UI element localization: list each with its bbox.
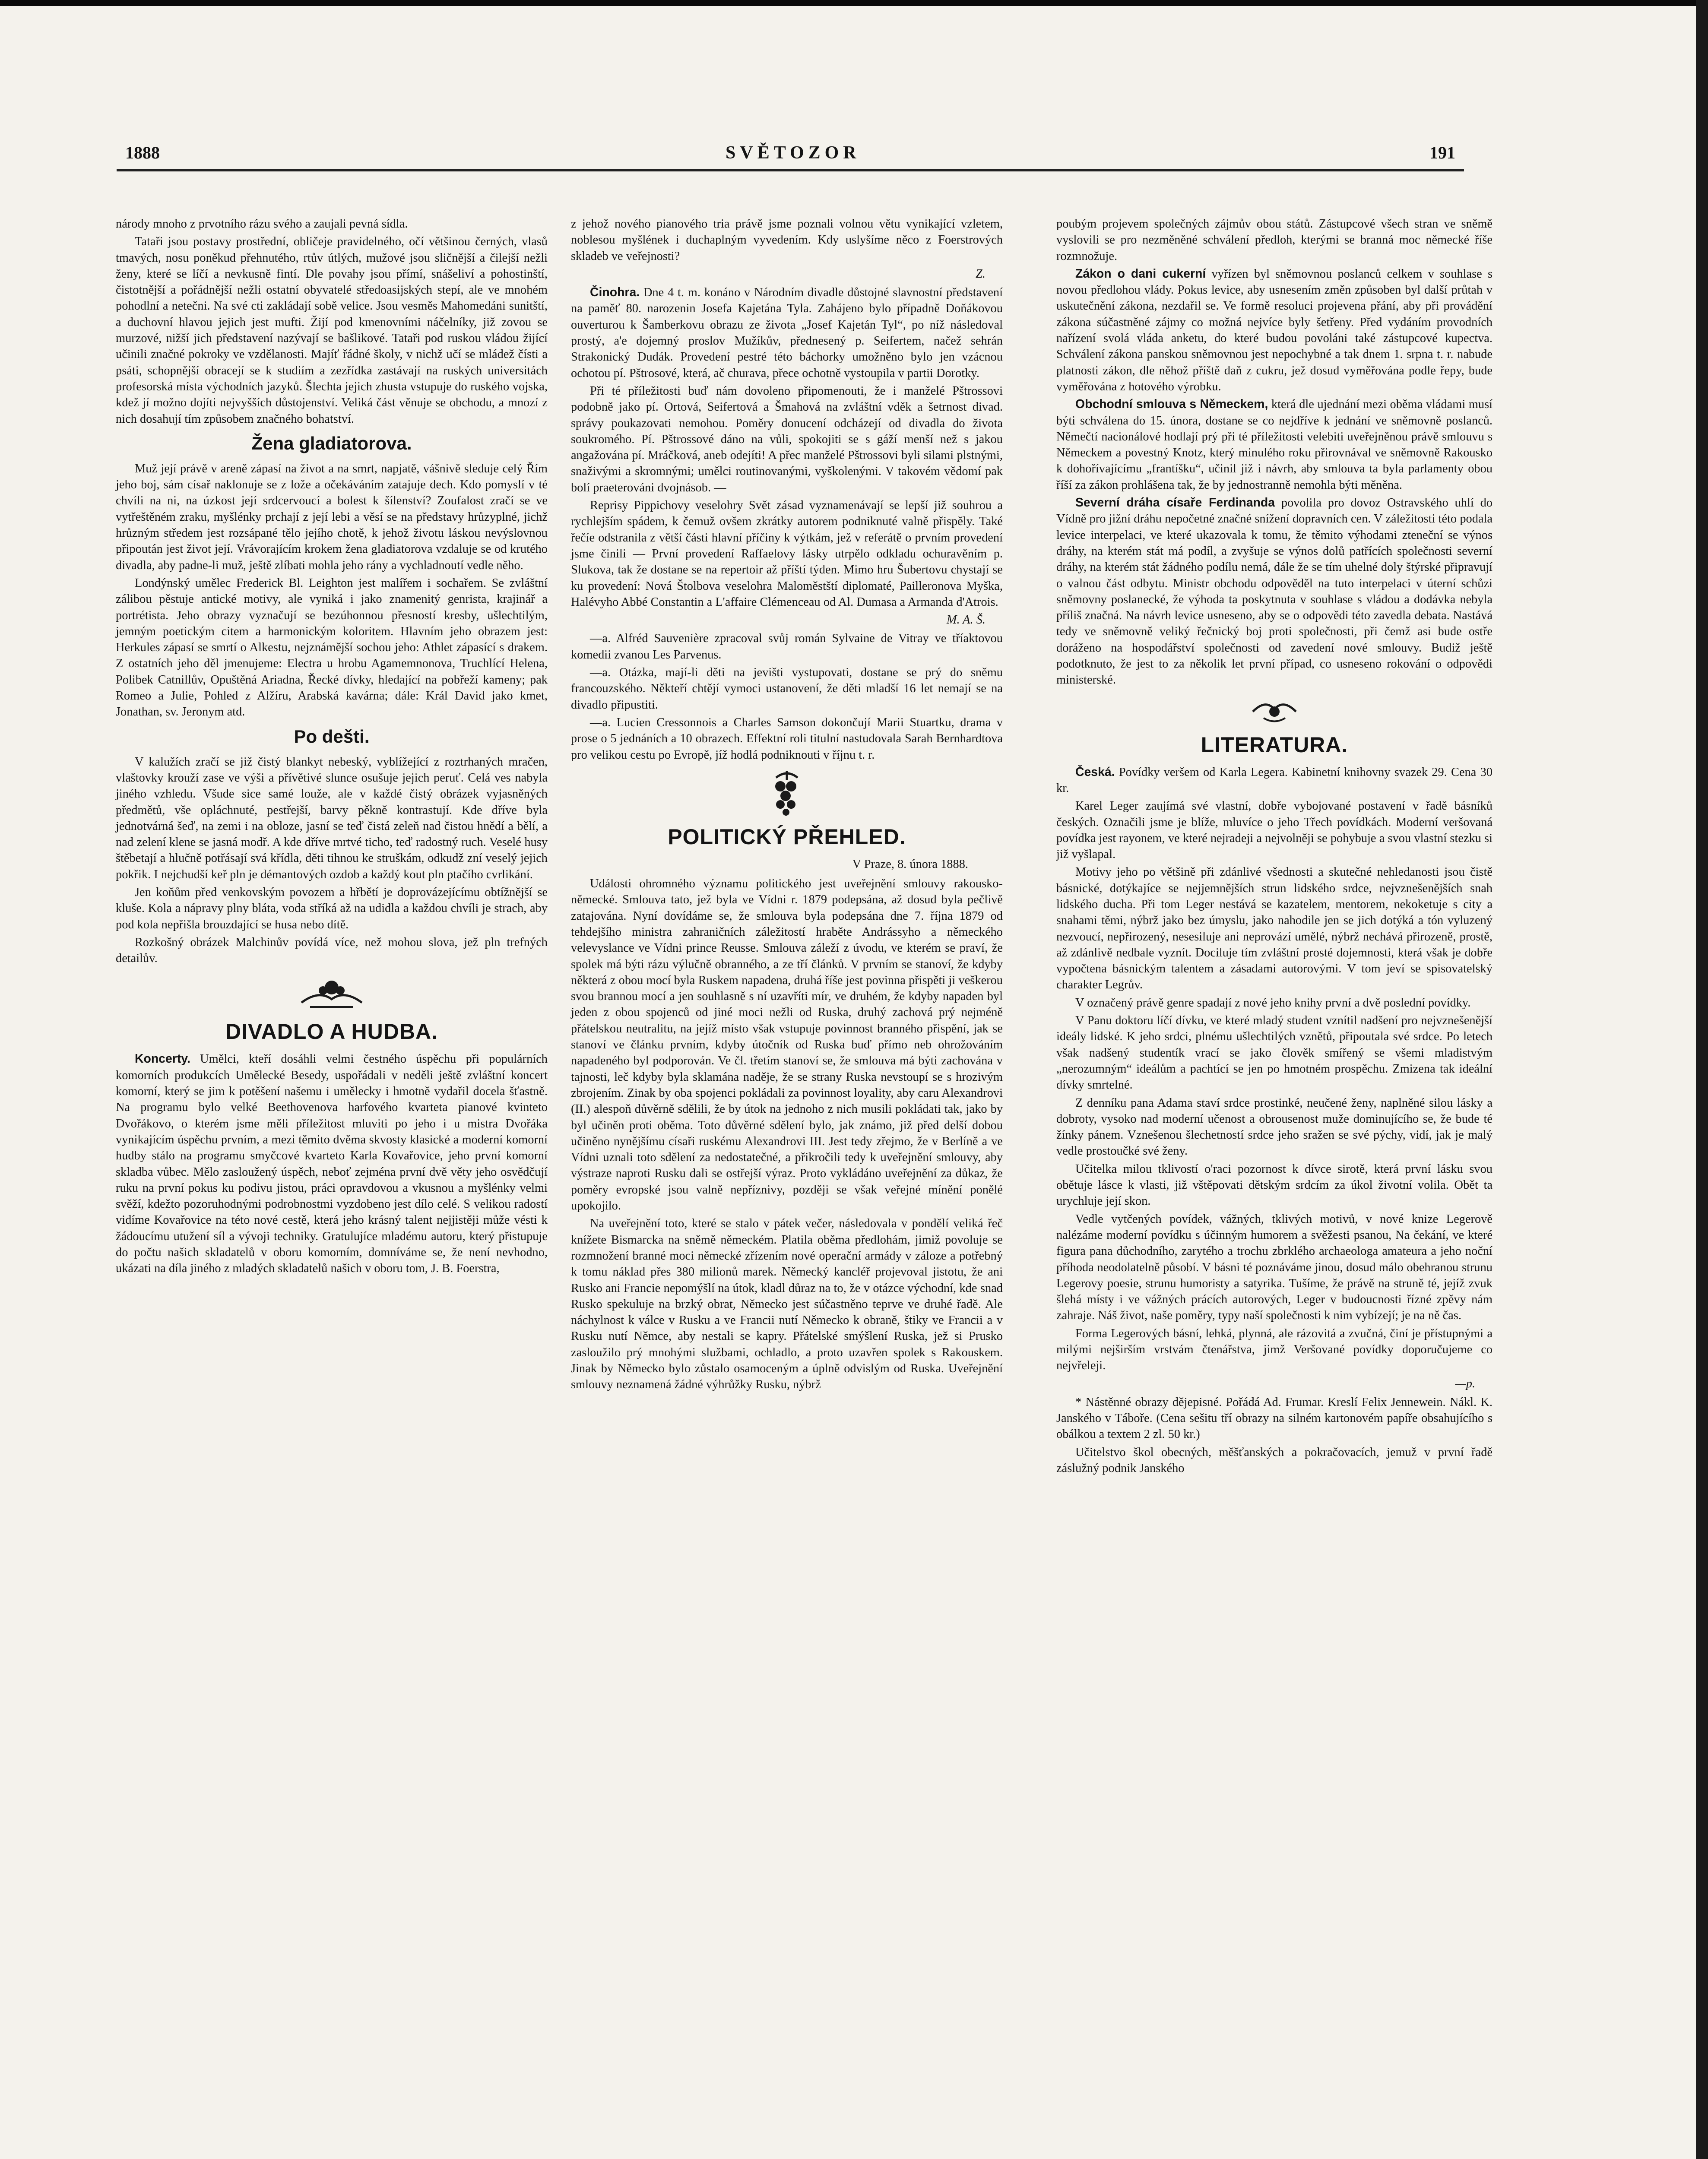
paragraph: Při té příležitosti buď nám dovoleno připomenouti, že i manželé Pštrossovi podobně jako pí. Ortová, Seifertová a Šmahová na zvláštní vděk a šetrnost divad. správy poukazovati nemohou. Poměry donucení odcházejí od divadla do života soukromého. Pí. Pštrossové dáno na vůli, spokojiti se s gáží menší než s jakou angažována pí. Mráčková, aneb odejíti! A přec manželé Pštrossovi byli silami plstnými, snaživými a skromnými; umělci routinovanými, vyškolenými. V takovém vědomí pak bolí praeterováni dvojnásob. — — [571, 384, 1003, 494]
paragraph-lead: Koncerty. — [135, 1052, 190, 1066]
paragraph: Události ohromného významu politického jest uveřejnění smlouvy rakousko-německé. Smlouva tato, jež byla ve Vídni r. 1879 podepsána, až dosud byla pečlivě zatajována. Nyní dovídáme se, že smlouva byla podepsána dne 7. října 1879 od tehdejšího ministra zahraničních záležitostí hraběte Andrássyho a německého velevyslance ve Vídni prince Reusse. Smlouva záleží z úvodu, ve kterém se praví, že spolek má býti rázu výlučně obranného, a ze tří článků. V prvním se stanoví, že kdyby některá z obou mocí byla Ruskem napadena, druhá říše jest povinna přispěti ji veškerou svou brannou mocí a jen souhlasně s ní uzavříti mír, ve druhém, že kdyby napaden byl jeden z obou spojenců od jiné moci nežli od Ruska, druhý zachová prý nejméně přátelskou neutralitu, na jejíž místo však vstupuje povinnost branného přispění, jak se stanoví ve článku prvním, kdyby útočník od Ruska buď přímo neb ohrožováním napadeného byl podporován. Ve čl. třetím stanoví se, že smlouva má býti zachována v tajnosti, leč kdyby byla sklamána naděje, že se strany Ruska nevstoupí se s hrozivým zbrojením. Zinak by oba spojenci pokládali za povinnost loyality, aby caru Alexandrovi (II.) alespoň důvěrně sdělili, že by útok na jednoho z nich musili pokládati tak, jako by byl učiněn proti oběma. Toto důvěrné sdělení bylo, jak známo, již před delší dobou učiněno nynějšímu císaři ruskému Alexandrovi III. Jest tedy zřejmo, že v Berlíně a ve Vídni uznali toto sdělení za nedostatečné, a přikročili tedy k uveřejnění smlouvy, aby výstraze naproti Rusku dali se ostřejší výraz. Proto vykládáno uveřejnění za důkaz, že poměry evropské jsou valně nepříznivy, později se však veřejné mínění ponělé upokojilo. — [571, 877, 1003, 1213]
paragraph: Jen koňům před venkovským povozem a hřbětí je doprovázejícímu obtížnější se kluše. Kola a nápravy plny bláta, voda stříká až na udidla a každou chvíli je strach, aby pod kola nepřišla brouzdající se husa nebo dítě. — [116, 885, 548, 931]
page-number: 191 — [1429, 143, 1455, 162]
dateline: V Praze, 8. února 1888. — [852, 857, 968, 871]
paragraph — [571, 285, 1003, 381]
paragraph: Tataři jsou postavy prostřední, obličeje pravidelného, očí většinou černých, vlasů tmavých, nosu poněkud přehnutého, rtův útlých, mužové jsou sličnější a čilejší nežli ženy, které se líčí a nevkusně fintí. Dle povahy jsou přímí, snášeliví a pohostinští, čistotnější a pořádnější nežli ostatní obyvatelé středoasijských stepí, ale ve mnohém pohodlní a netečni. Na své cti zakládají sobě velice. Jsou vesměs Mahomedáni sunitští, a duchovní hlavou jejich jest mufti. Žijí pod kmenovními náčelníky, již zovou se murzové, nižší jich představení nazývají se bašlikové. Tataři pod ruskou vládou žijící učinili značné pokroky ve vzdělanosti. Majíť řádné školy, v nichž učí se mládež čísti a psáti, schopnější obracejí se k studiím a zezřídka zastávají na ruských universitách profesorská místa východních jazyků. Šlechta jejich zhusta vstupuje do ruského vojska, kdež jí možno dojíti nejvyšších důstojenství. Veliká část věnuje se obchodu, a mnozí z nich dosahují tím způsobem značného bohatství. — [116, 235, 548, 426]
paragraph: poubým projevem společných zájmův obou států. Zástupcové všech stran ve sněmě vyslovili se pro nezměněné schválení předloh, kterými se branná moc německé říše rozmnožuje. — [1056, 217, 1493, 263]
paragraph — [1056, 495, 1493, 688]
column-1 — [116, 216, 548, 1279]
paragraph: —a. Otázka, mají-li děti na jevišti vystupovati, dostane se prý do sněmu francouzského. Někteří chtějí vymoci ustanovení, že děti mladší 16 let nemají se na divadlo připustiti. — [571, 666, 1003, 712]
section-heading-zena: Žena gladiatorova. — [251, 433, 412, 453]
paragraph — [116, 1051, 548, 1276]
paragraph: * Nástěnné obrazy dějepisné. Pořádá Ad. Frumar. Kreslí Felix Jennewein. Nákl. K. Janského v Táboře. (Cena sešitu tří obrazy na silném kartonovém papíře obsahujícího s obálkou a textem 2 zl. 50 kr.) — [1056, 1395, 1493, 1441]
paragraph: —a. Lucien Cressonnois a Charles Samson dokončují Marii Stuartku, drama v prose o 5 jednáních a 10 obrazech. Effektní roli titulní nastudovala Sarah Bernhardtova pro velikou cestu po Evropě, jíž hodlá podniknouti v říjnu t. r. — [571, 715, 1003, 762]
paragraph-lead: Obchodní smlouva s Německem, — [1075, 397, 1268, 412]
paragraph: V označený právě genre spadají z nové jeho knihy první a dvě poslední povídky. — [1075, 996, 1471, 1010]
section-heading-divadlo: DIVADLO A HUDBA. — [225, 1019, 438, 1044]
grape-ornament-icon — [767, 769, 806, 817]
paragraph-lead: Zákon o dani cukerní — [1075, 266, 1206, 281]
paragraph-body: která dle ujednání mezi oběma vládami musí býti schválena do 15. února, dostane se co nejdříve k jednání ve sněmovně poslanců. Němečtí nacionálové hodlají prý při té příležitosti velebiti uveřejněnou právě smlouvu s Německem a povestný Knotz, který minulého roku přirovnával ve sněmovně Rakousko k dohořívajícímu „frantíšku“, učinil již i návrh, aby smlouva ta byla parlamenty obou říší za zákon prohlášena tak, že by jednostranně nemohla býti měněna. — [1056, 398, 1493, 492]
paragraph: V kalužích zračí se již čistý blankyt nebeský, vyblížející z roztrhaných mračen, vlaštovky krouží zase ve výši a přívětivé slunce osušuje jejich peruť. Celá ves nabyla jiného vzhledu. Všude sice samé louže, ale v každé čistý obrázek vyjasněných předmětů, vše opláchnuté, pestřejší, barvy pěkně kontrastují. Kde dříve byla jednotvárná šeď, na zemi i na obloze, jasní se teď čistá zeleň nad čistou hnědí a bělí, a nad zelení klene se jasná modř. A kde dříve mrtvé ticho, teď radostný ruch. Veselé husy štěbetají a hlučně potřásají svá křídla, děti tihnou ke struškám, odkudž zní veselý jejich pokřik. I nejchudší keř pln je démantových ozdob a každý kout pln ptačího cvrlikání. — [116, 755, 548, 881]
paragraph: —a. Alfréd Sauvenière zpracoval svůj román Sylvaine de Vitray ve tříaktovou komedii zvanou Les Parvenus. — [571, 632, 1003, 662]
paragraph-body: Povídky veršem od Karla Legera. Kabinetní knihovny svazek 29. Cena 30 kr. — [1056, 765, 1493, 795]
paragraph-body: Dne 4 t. m. konáno v Národním divadle důstojné slavnostní představení na paměť 80. narozenin Josefa Kajetána Tyla. Zahájeno bylo případně Doňákovou ouverturou k Šamberkovu obrazu ze života „Josef Kajetán Tyl“, po níž následoval prostý, a'e dojemný proslov Mužíkův, přednesený p. Seifertem, načež sehrán Strakonický Dudák. Provedení pestré této báchorky umožněno bylo jen vzácnou ochotou pí. Pštrosové, která, ač churava, přece ochotně vystoupila v partii Dorotky. — [571, 286, 1003, 380]
paragraph-body: vyřízen byl sněmovnou poslanců celkem v souhlase s novou předlohou vlády. Pokus levice, aby usnesením změn způsoben byl další průtah v uskutečnění zákona, nezdařil se. Ve formě resoluci projevena přání, aby při provádění zákona súčastněné zájmy co možná nejvíce byly šetřeny. Před vydáním provodních nařízení svolá vláda anketu, do které budou povoláni také zástupcové kupectva. Schválení zákona panskou sněmovnou jest nepochybné a tak dnem 1. srpna t. r. nabude platnosti zákon, dle něhož příště daň z cukru, jež dosud vyměřována podle řepy, bude vyměřována z hotového výrobku. — [1056, 267, 1493, 393]
paragraph — [1056, 266, 1493, 395]
leaf-ornament-icon — [1249, 694, 1300, 725]
paragraph: Na uveřejnění toto, které se stalo v pátek večer, následovala v pondělí veliká řeč knížete Bismarcka na sněmě německém. Platila oběma předlohám, jimiž povoluje se rozmnožení branné moci německé zřízením nové operační armády v záloze a potřebný k tomu náklad přes 380 milionů marek. Německý kancléř projevoval jistotu, že ani Rusko ani Francie nepomýšlí na útok, kladl důraz na to, že v otázce východní, kde snad Rusko spekuluje na brzký obrat, Německo jest súčastněno teprve ve druhé řadě. Ale náchylnost k válce v Rusku a ve Francii nutí Německo k obraně, štiky ve Francii a v Rusku nutí Němce, aby nestali se kapry. Přátelské smýšlení Ruska, jež si Prusko zasloužilo prý mnohými službami, ochladlo, a proto uzavřen spolek s Rakouskem. Jinak by Německo bylo zůstalo osamoceným a úplně odvislým od Ruska. Uveřejnění smlouvy neznamená žádné výhrůžky Rusku, nýbrž — [571, 1217, 1003, 1392]
paragraph: Z denníku pana Adama staví srdce prostinké, neučené ženy, naplněné silou lásky a dobroty, vysoko nad moderní učenost a obrousenost muže dominujícího se, že bude té žínky pánem. Vznešenou šlechetností srdce jeho sražen se své pýchy, vidí, jak je malý vedle prostoučké své ženy. — [1056, 1096, 1493, 1158]
section-heading-literatura: LITERATURA. — [1201, 732, 1348, 757]
paragraph: národy mnoho z prvotního rázu svého a zaujali pevná sídla. — [116, 217, 408, 231]
running-head — [125, 142, 1455, 168]
paragraph — [1056, 764, 1493, 797]
column-3 — [1056, 216, 1493, 1478]
header-rule — [117, 169, 1464, 171]
column-2 — [571, 216, 1003, 1395]
paragraph: Reprisy Pippichovy veselohry Svět zásad vyznamenávají se lepší již souhrou a rychlejším spádem, k čemuž ovšem zkrátky autorem podniknuté valně přispěly. Také řečíe odstranila z větší části hlavní příčiny k výtkám, jež v referátě o prvním provedení jsme činili — První provedení Raffaelovy lásky utrpělo odkladu ochuravěním p. Slukova, tak že dostane se na repertoir až příští týden. Mimo hru Šubertovu chystají se ku provedení: Nová Štolbova veselohra Maloměstští diplomaté, Pailleronova Myška, Halévyho Abbé Constantin a L'affaire Clémenceau od Al. Dumasa a Armanda d'Atrois. — [571, 499, 1003, 609]
paragraph: V Panu doktoru líčí dívku, ve které mladý student vznítil nadšení pro nejvznešenější ideály lidské. K jeho srdci, plnému ušlechtilých vznětů, připoutala své srdce. Po letech však nadšený studentík vrací se jako člověk smířený se všemi mladistvým „nerozumným“ ideálům a pachtící se jen po hmotném prospěchu. Zmizena tak ideální dívky smrtelné. — [1056, 1014, 1493, 1092]
paragraph: Muž její právě v areně zápasí na život a na smrt, napjatě, vášnivě sleduje celý Řím jeho boj, sám císař naklonuje se z lože a očekáváním zatajuje dech. Kdo pomyslí v té chvíli na ni, na úzkost její srdcervoucí a bolest k šílenství? Zoufalost zračí se ve vytřeštěném zraku, myšlénky prchají z její lebi a věsí se na představy hrůzyplné, jichž hrůzným středem jest rozsápané tělo jejího chotě, k jehož životu láskou nevýslovnou připoután jest život její. Vrávorajícím krokem žena gladiatorova vzdaluje se od krutého divadla, aby padne-li muž, ještě zlíbati mohla jeho rány a vychladnoutí vedle něho. — [116, 462, 548, 572]
section-heading-politicky: POLITICKÝ PŘEHLED. — [668, 824, 906, 849]
header-year: 1888 — [125, 143, 160, 162]
paragraph: Motivy jeho po většině při zdánlivé všednosti a skutečné nehledanosti jsou čistě básnické, dotýkajíce se nejjemnějších strun lidského srdce, nejvznešenějších snah lidského ducha. Při tom Leger nestává se kazatelem, mentorem, nekoketuje s city a snahami těmi, nýbrž jako bez úmyslu, jako nahodile jen se jich dotýká a tón vyluzený nezvoucí, nepřirozený, nesesiluje ani neprovází umělé, nýbrž nechává přirozeně, prostě, až zdánlivě nedbale vyznít. Dociluje tím zvláštní prosté dojemnosti, která však je dobře vypočtena básnickým talentem a zásadami autorovými. V tom jeví se spisovatelský charakter Legrův. — [1056, 865, 1493, 992]
signature: —p. — [1455, 1377, 1475, 1390]
scan-edge-top — [0, 0, 1708, 6]
signature: Z. — [976, 267, 986, 281]
paragraph — [1056, 396, 1493, 493]
floral-ornament-icon — [297, 972, 366, 1011]
paragraph: Karel Leger zaujímá své vlastní, dobře vybojované postavení v řadě básníků českých. Označili jsme je blíže, mluvíce o jeho Třech povídkách. Moderní veršovaná povídka jest rayonem, ve které nejradeji a nejvolněji se pohybuje a svou vlastní stezku si již vyšlapal. — [1056, 799, 1493, 861]
paragraph: Učitelstvo škol obecných, měšťanských a pokračovacích, jemuž v první řadě záslužný podnik Janského — [1056, 1445, 1493, 1475]
paragraph: Vedle vytčených povídek, vážných, tklivých motivů, v nové knize Legerově nalézáme moderní povídku s účinným humorem a svěžesti psanou, Na čekání, ve které figura pana důchodního, zarytého a trochu zbrklého archaeologa amateura a jeho noční příhoda neodolatelně působí. V básni té poznáváme jinou, dosud málo obehranou strunu Legerovy poesie, strunu humoristy a satyrika. Tušíme, že právě na struně té, jejíž zvuk šlehá místy i ve vážných prácích autorových, Leger v budoucnosti řízné zpěvy nám zahraje. Náš život, naše poměry, typy naší společnosti k nim vybízejí; je na ně čas. — [1056, 1212, 1493, 1323]
paragraph: Forma Legerových básní, lehká, plynná, ale rázovitá a zvučná, činí je přístupnými a milými nejširším vrstvám čtenářstva, jimž Veršované povídky doporučujeme co nejvřeleji. — [1056, 1326, 1493, 1373]
paragraph-body: povolila pro dovoz Ostravského uhlí do Vídně pro jižní dráhu nepočetné značné snížení dopravních cen. V záležitosti této podala levice interpelaci, ve které ukazovala k tomu, že těmito výhodami zteneční se výnos dráhy, na kterém stát má podíl, a zvyšuje se výnos dolů patřících společnosti severní dráhy, na kterém stát žádného podílu nemá, dále že se tím uhelné doly štýrské připravují o valnou část odbytu. Ministr obchodu odpověděl na tuto interpelaci v úterní schůzi sněmovny poslanecké, že výhoda ta poskytnuta v souhlase s vládou a dodávka nebyla příliš značná. Na návrh levice usneseno, aby se o odpovědi této zavedla debata. Nastává tedy ve sněmovně veliký řečnický boj proti společnosti, při čemž asi bude ostře doráženo na hospodářství společnosti od zavedení nové smlouvy. Budiž ještě podotknuto, že jest to za několik let první případ, co usneseno rokování o odpovědi ministerské. — [1056, 496, 1493, 687]
paragraph-lead: Česká. — [1075, 765, 1115, 779]
paragraph: Rozkošný obrázek Malchinův povídá více, než mohou slova, jež pln trefných detailův. — [116, 935, 548, 966]
paragraph: z jehož nového pianového tria právě jsme poznali volnou větu vynikající vzletem, noblesou myšlének i duchaplným vyvedením. Kdy uslyšíme něco z Foerstrových skladeb ve veřejnosti? — [571, 217, 1003, 263]
scan-edge-right — [1696, 0, 1708, 2159]
signature: M. A. Š. — [946, 613, 986, 627]
paragraph-body: Umělci, kteří dosáhli velmi čestného úspěchu při populárních komorních produkcích Umělecké Besedy, uspořádali v neděli ještě zvláštní koncert komorní, který se jim k potěšení našemu i umělecky i hmotně vydařil docela šťastně. Na programu bylo velké Beethovenova harfového kvarteta pianové kvinteto Dvořákovo, o kterém jsme měli příležitost mluviti po jeho i u mistra Dvořáka vynikajícím úspěchu prvním, a mezi těmito dvěma skvosty klasické a moderní komorní hudby stálo na programu smyčcové kvarteto Karla Kovařovice, jeho první komorní skladba vůbec. Mělo zasloužený úspěch, neboť zejména první dvě věty jeho osvědčují ruku na první pokus ku podivu jistou, práci opravdovou a vkusnou a myšlénky velmi svěží, kdežto pozoruhodnými podrobnostmi vyzdobeno jest dílo celé. S velikou radostí vidíme Kovařovice na této nové cestě, která jeho krásný talent nejjistěji může vésti k žádoucímu utužení síl a vývoji techniky. Gratulujíce mladému autoru, který přistupuje do počtu našich skladatelů v oboru komorním, domníváme se, že není nevhodno, ukázati na díla jiného z mladých skladatelů našich v oboru tom, J. B. Foerstra, — [116, 1052, 548, 1276]
paragraph: Učitelka milou tklivostí o'raci pozornost k dívce sirotě, která první lásku svou obětuje lásce k vlasti, již vštěpovati dětským srdcím za úkol životní volila. Obět ta urychluje její skon. — [1056, 1162, 1493, 1208]
paragraph: Londýnský umělec Frederick Bl. Leighton jest malířem i sochařem. Se zvláštní zálibou pěstuje antické motivy, ale vyniká i jako znamenitý genristа, krajinář a portrétista. Jeho obrazy vyznačují se bezúhonnou přesností kresby, ušlechtilým, jemným poetickým citem a harmonickým koloritem. Hlavním jeho obrazem jest: Herkules zápasí se smrtí o Alkestu, nejznámější sochou jeho: Athlet zápasící s drakem. Z ostatních jeho děl jmenujeme: Electra u hrobu Agamemnonova, Truchlící Helena, Polibek Catnillův, Opuštěná Ariadna, Řecké dívky, hledající na pobřeží kameny; pak Romeo a Julie, Pohled z Alžíru, Arabská kavárna; dále: Král David jako kmet, Jonathan, sv. Jeronym atd. — [116, 576, 548, 719]
section-heading-po-desti: Po dešti. — [294, 726, 370, 747]
journal-title: SVĚTOZOR — [726, 143, 861, 163]
paragraph-lead: Severní dráha císaře Ferdinanda — [1075, 496, 1275, 510]
paragraph-lead: Činohra. — [590, 285, 640, 300]
